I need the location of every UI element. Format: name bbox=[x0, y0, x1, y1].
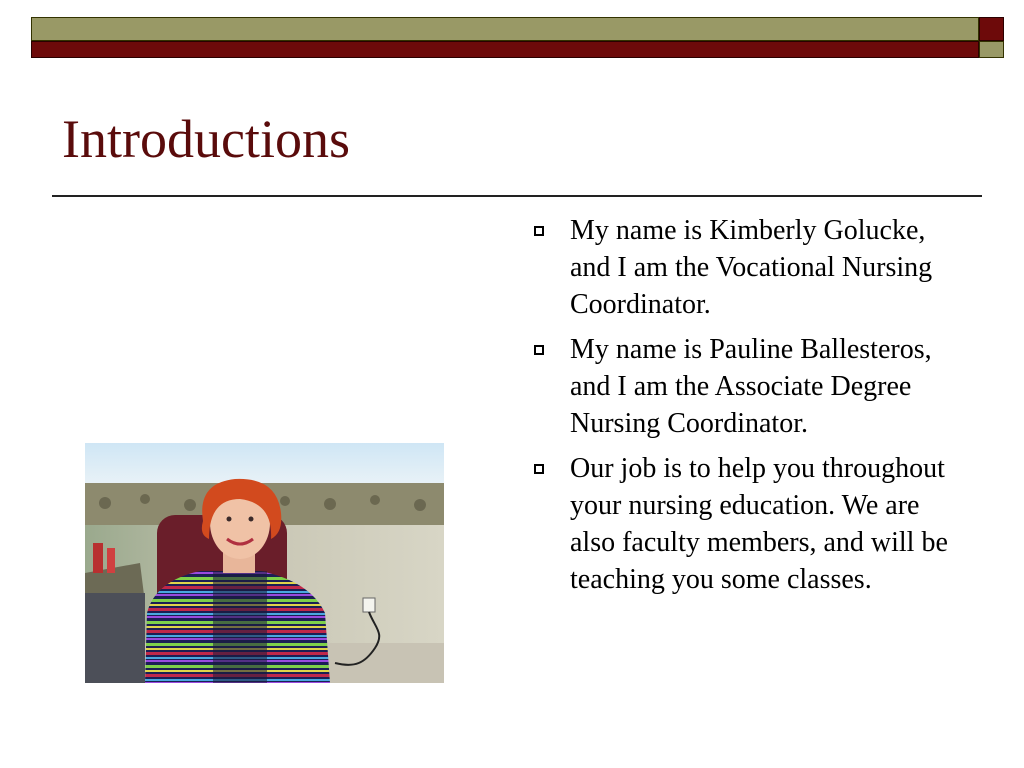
square-bullet-icon bbox=[534, 226, 544, 236]
bullet-text: My name is Pauline Ballesteros, and I am the Associate Degree Nursing Coordinator. bbox=[570, 334, 932, 439]
bullet-text: My name is Kimberly Golucke, and I am the Vocational Nursing Coordinator. bbox=[570, 215, 933, 320]
coordinator-photo bbox=[85, 443, 444, 683]
bullet-item bbox=[532, 331, 952, 442]
header-bar-maroon bbox=[31, 41, 979, 58]
slide-title: Introductions bbox=[62, 109, 350, 169]
bullet-item bbox=[532, 212, 952, 323]
header-corner-square-top bbox=[979, 17, 1004, 41]
title-underline bbox=[52, 195, 982, 197]
intro-bullet-list bbox=[532, 212, 952, 606]
square-bullet-icon bbox=[534, 345, 544, 355]
bullet-item bbox=[532, 450, 952, 598]
header-corner-square-bottom bbox=[979, 41, 1004, 58]
square-bullet-icon bbox=[534, 464, 544, 474]
bullet-text: Our job is to help you throughout your nursing education. We are also faculty members, and will be teaching you some classes. bbox=[570, 453, 948, 595]
header-bar-olive bbox=[31, 17, 979, 41]
